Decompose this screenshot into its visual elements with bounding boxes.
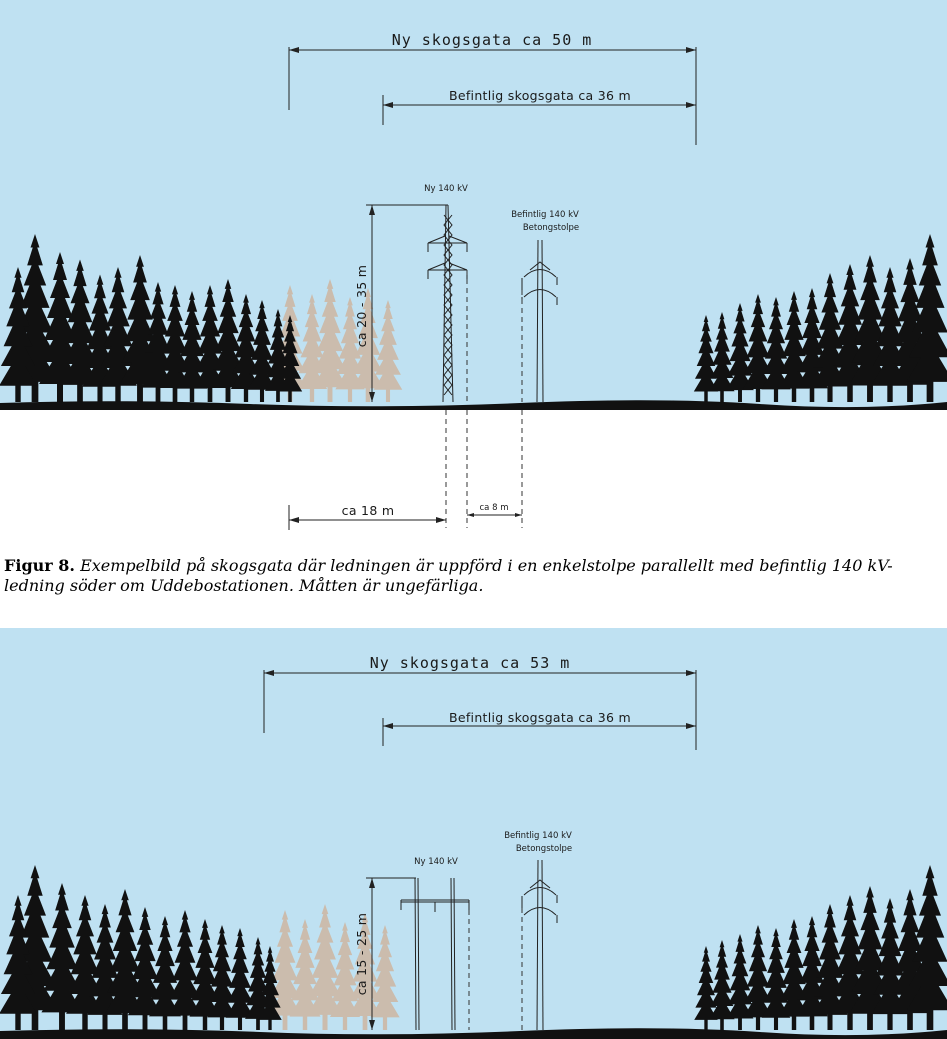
figure-number: Figur 8.	[4, 556, 75, 575]
new-portal-structure	[401, 878, 469, 1030]
height-label: ca 15 - 25 m	[354, 912, 369, 996]
right-forest	[694, 865, 947, 1030]
figure-8-svg	[0, 0, 947, 410]
figure-caption-text: Exempelbild på skogsgata där ledningen är uppförd i en enkelstolpe parallellt med befintlig 140 kV-ledning söder om Uddebostationen. Måtten är ungefärliga.	[4, 556, 893, 595]
existing-line-label-2: Betongstolpe	[522, 223, 580, 233]
height-label: ca 20 - 35 m	[354, 264, 369, 348]
existing-concrete-pole	[522, 240, 557, 402]
figure-8-ground-dimensions	[0, 410, 947, 540]
new-lattice-tower	[428, 205, 467, 402]
existing-corridor-label: Befintlig skogsgata ca 36 m	[448, 88, 632, 103]
new-corridor-label: Ny skogsgata ca 50 m	[391, 31, 593, 49]
figure-caption	[4, 556, 934, 596]
left-distance-label: ca 18 m	[341, 503, 395, 518]
left-forest	[0, 865, 282, 1030]
right-forest	[694, 234, 947, 402]
ground	[0, 400, 947, 410]
figure-9-diagram	[0, 628, 947, 1039]
figure-9-svg	[0, 628, 947, 1039]
existing-line-label-1: Befintlig 140 kV	[504, 831, 572, 841]
existing-line-label-1: Befintlig 140 kV	[511, 210, 579, 220]
left-forest	[0, 234, 302, 402]
figure-8-diagram	[0, 0, 947, 410]
new-line-label: Ny 140 kV	[424, 184, 468, 194]
existing-concrete-pole	[522, 860, 557, 1030]
new-line-label: Ny 140 kV	[414, 857, 458, 867]
between-distance-label: ca 8 m	[479, 503, 509, 513]
existing-line-label-2: Betongstolpe	[515, 844, 573, 854]
existing-corridor-label: Befintlig skogsgata ca 36 m	[448, 710, 632, 725]
faded-tree-group	[268, 904, 400, 1030]
ground	[0, 1028, 947, 1039]
new-corridor-label: Ny skogsgata ca 53 m	[369, 654, 571, 672]
